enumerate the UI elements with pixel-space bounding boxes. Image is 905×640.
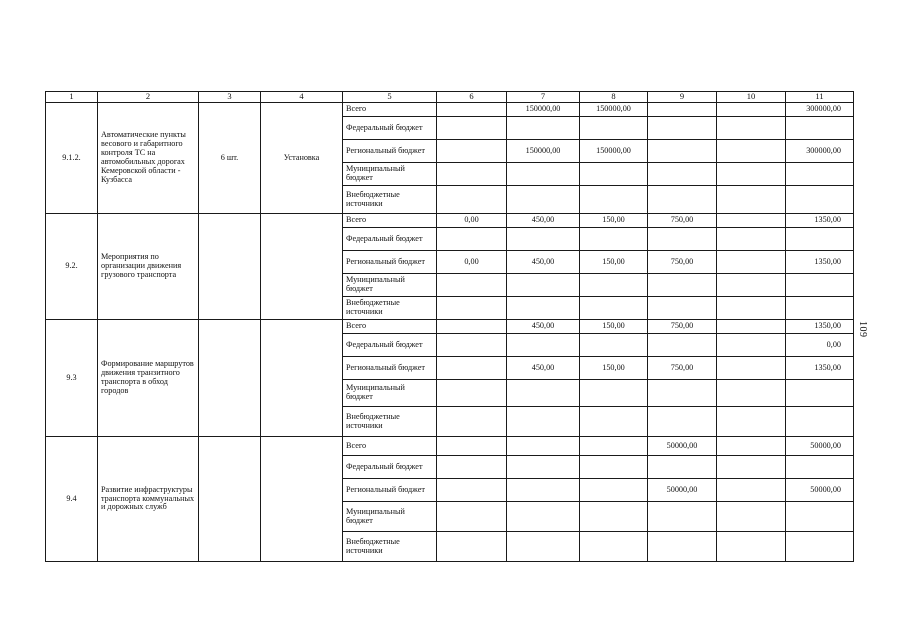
amount-cell-c8 xyxy=(580,437,648,456)
funding-source: Всего xyxy=(343,103,437,117)
amount-cell-c10 xyxy=(717,228,786,251)
amount-cell-c7 xyxy=(507,532,580,562)
amount-cell-c7 xyxy=(507,456,580,479)
amount-cell-c11: 1350,00 xyxy=(786,214,854,228)
column-header: 9 xyxy=(648,92,717,103)
item-code: 9.2. xyxy=(46,214,98,320)
amount-cell-c8 xyxy=(580,479,648,502)
amount-cell-c6 xyxy=(437,186,507,214)
amount-cell-c11 xyxy=(786,297,854,320)
amount-cell-c6 xyxy=(437,103,507,117)
column-header: 8 xyxy=(580,92,648,103)
amount-cell-c10 xyxy=(717,334,786,357)
funding-source: Внебюджетные источники xyxy=(343,407,437,437)
amount-cell-c6 xyxy=(437,380,507,407)
amount-cell-c11 xyxy=(786,456,854,479)
amount-cell-c9 xyxy=(648,186,717,214)
amount-cell-c7: 450,00 xyxy=(507,251,580,274)
item-quantity xyxy=(199,320,261,437)
amount-cell-c8: 150,00 xyxy=(580,214,648,228)
amount-cell-c10 xyxy=(717,456,786,479)
amount-cell-c10 xyxy=(717,103,786,117)
funding-source: Всего xyxy=(343,320,437,334)
amount-cell-c11 xyxy=(786,274,854,297)
amount-cell-c11 xyxy=(786,186,854,214)
amount-cell-c7: 450,00 xyxy=(507,214,580,228)
amount-cell-c8 xyxy=(580,380,648,407)
item-unit xyxy=(261,437,343,562)
table-row xyxy=(46,437,854,456)
amount-cell-c9: 750,00 xyxy=(648,320,717,334)
amount-cell-c11: 1350,00 xyxy=(786,357,854,380)
amount-cell-c9: 750,00 xyxy=(648,251,717,274)
amount-cell-c9: 750,00 xyxy=(648,357,717,380)
amount-cell-c9 xyxy=(648,117,717,140)
amount-cell-c11 xyxy=(786,502,854,532)
funding-source: Всего xyxy=(343,437,437,456)
column-header: 1 xyxy=(46,92,98,103)
amount-cell-c6 xyxy=(437,297,507,320)
budget-table xyxy=(45,91,854,562)
item-name: Развитие инфраструктуры транспорта коммунальных и дорожных служб xyxy=(98,437,199,562)
amount-cell-c11 xyxy=(786,117,854,140)
amount-cell-c10 xyxy=(717,214,786,228)
funding-source: Федеральный бюджет xyxy=(343,456,437,479)
amount-cell-c6: 0,00 xyxy=(437,251,507,274)
amount-cell-c9 xyxy=(648,532,717,562)
amount-cell-c6 xyxy=(437,228,507,251)
amount-cell-c7: 150000,00 xyxy=(507,140,580,163)
amount-cell-c9 xyxy=(648,380,717,407)
amount-cell-c8 xyxy=(580,274,648,297)
amount-cell-c10 xyxy=(717,479,786,502)
amount-cell-c7 xyxy=(507,437,580,456)
funding-source: Региональный бюджет xyxy=(343,251,437,274)
amount-cell-c6 xyxy=(437,456,507,479)
amount-cell-c9 xyxy=(648,502,717,532)
item-quantity xyxy=(199,214,261,320)
amount-cell-c7 xyxy=(507,502,580,532)
amount-cell-c7 xyxy=(507,479,580,502)
amount-cell-c10 xyxy=(717,117,786,140)
amount-cell-c11: 300000,00 xyxy=(786,140,854,163)
amount-cell-c6 xyxy=(437,437,507,456)
item-name: Мероприятия по организации движения грузового транспорта xyxy=(98,214,199,320)
amount-cell-c11: 50000,00 xyxy=(786,437,854,456)
amount-cell-c6 xyxy=(437,274,507,297)
funding-source: Федеральный бюджет xyxy=(343,334,437,357)
amount-cell-c6 xyxy=(437,140,507,163)
funding-source: Федеральный бюджет xyxy=(343,117,437,140)
amount-cell-c9 xyxy=(648,297,717,320)
amount-cell-c8: 150000,00 xyxy=(580,140,648,163)
amount-cell-c8 xyxy=(580,407,648,437)
amount-cell-c8: 150000,00 xyxy=(580,103,648,117)
funding-source: Региональный бюджет xyxy=(343,140,437,163)
amount-cell-c8: 150,00 xyxy=(580,320,648,334)
amount-cell-c11: 0,00 xyxy=(786,334,854,357)
amount-cell-c7 xyxy=(507,274,580,297)
amount-cell-c9 xyxy=(648,228,717,251)
amount-cell-c8: 150,00 xyxy=(580,357,648,380)
column-number-row xyxy=(46,92,854,103)
column-header: 6 xyxy=(437,92,507,103)
amount-cell-c9 xyxy=(648,103,717,117)
amount-cell-c7 xyxy=(507,228,580,251)
amount-cell-c11: 1350,00 xyxy=(786,251,854,274)
item-unit: Установка xyxy=(261,103,343,214)
amount-cell-c7: 450,00 xyxy=(507,357,580,380)
amount-cell-c11: 50000,00 xyxy=(786,479,854,502)
funding-source: Федеральный бюджет xyxy=(343,228,437,251)
amount-cell-c9: 750,00 xyxy=(648,214,717,228)
amount-cell-c10 xyxy=(717,532,786,562)
amount-cell-c10 xyxy=(717,297,786,320)
amount-cell-c10 xyxy=(717,320,786,334)
funding-source: Муниципальный бюджет xyxy=(343,163,437,186)
amount-cell-c7 xyxy=(507,334,580,357)
amount-cell-c8 xyxy=(580,117,648,140)
amount-cell-c8 xyxy=(580,228,648,251)
amount-cell-c7 xyxy=(507,186,580,214)
column-header: 3 xyxy=(199,92,261,103)
item-quantity xyxy=(199,437,261,562)
amount-cell-c10 xyxy=(717,357,786,380)
amount-cell-c6 xyxy=(437,407,507,437)
column-header: 10 xyxy=(717,92,786,103)
amount-cell-c7 xyxy=(507,297,580,320)
amount-cell-c9 xyxy=(648,407,717,437)
amount-cell-c11: 300000,00 xyxy=(786,103,854,117)
amount-cell-c10 xyxy=(717,163,786,186)
amount-cell-c7 xyxy=(507,163,580,186)
funding-source: Внебюджетные источники xyxy=(343,532,437,562)
column-header: 2 xyxy=(98,92,199,103)
funding-source: Муниципальный бюджет xyxy=(343,380,437,407)
column-header: 7 xyxy=(507,92,580,103)
amount-cell-c7 xyxy=(507,407,580,437)
amount-cell-c10 xyxy=(717,502,786,532)
item-unit xyxy=(261,214,343,320)
amount-cell-c11 xyxy=(786,380,854,407)
amount-cell-c11: 1350,00 xyxy=(786,320,854,334)
amount-cell-c10 xyxy=(717,251,786,274)
funding-source: Муниципальный бюджет xyxy=(343,274,437,297)
item-unit xyxy=(261,320,343,437)
page-number: 109 xyxy=(857,321,868,338)
item-code: 9.3 xyxy=(46,320,98,437)
funding-source: Всего xyxy=(343,214,437,228)
amount-cell-c11 xyxy=(786,407,854,437)
funding-source: Внебюджетные источники xyxy=(343,297,437,320)
amount-cell-c6 xyxy=(437,163,507,186)
amount-cell-c8 xyxy=(580,532,648,562)
amount-cell-c8 xyxy=(580,334,648,357)
column-header: 4 xyxy=(261,92,343,103)
amount-cell-c6 xyxy=(437,357,507,380)
amount-cell-c6 xyxy=(437,320,507,334)
item-quantity: 6 шт. xyxy=(199,103,261,214)
item-code: 9.1.2. xyxy=(46,103,98,214)
amount-cell-c9 xyxy=(648,274,717,297)
amount-cell-c11 xyxy=(786,532,854,562)
amount-cell-c7 xyxy=(507,117,580,140)
item-name: Автоматические пункты весового и габаритного контроля ТС на автомобильных дорогах Кемеровской области - Кузбасса xyxy=(98,103,199,214)
table-row xyxy=(46,214,854,228)
item-code: 9.4 xyxy=(46,437,98,562)
amount-cell-c9 xyxy=(648,163,717,186)
amount-cell-c7: 150000,00 xyxy=(507,103,580,117)
funding-source: Внебюджетные источники xyxy=(343,186,437,214)
amount-cell-c8: 150,00 xyxy=(580,251,648,274)
amount-cell-c8 xyxy=(580,502,648,532)
amount-cell-c8 xyxy=(580,163,648,186)
funding-source: Муниципальный бюджет xyxy=(343,502,437,532)
amount-cell-c10 xyxy=(717,186,786,214)
amount-cell-c6 xyxy=(437,334,507,357)
amount-cell-c6 xyxy=(437,117,507,140)
amount-cell-c6 xyxy=(437,502,507,532)
funding-source: Региональный бюджет xyxy=(343,357,437,380)
funding-source: Региональный бюджет xyxy=(343,479,437,502)
amount-cell-c9 xyxy=(648,140,717,163)
amount-cell-c10 xyxy=(717,140,786,163)
amount-cell-c10 xyxy=(717,274,786,297)
amount-cell-c11 xyxy=(786,228,854,251)
amount-cell-c6 xyxy=(437,532,507,562)
amount-cell-c11 xyxy=(786,163,854,186)
amount-cell-c10 xyxy=(717,380,786,407)
amount-cell-c10 xyxy=(717,437,786,456)
amount-cell-c9 xyxy=(648,334,717,357)
amount-cell-c10 xyxy=(717,407,786,437)
amount-cell-c8 xyxy=(580,297,648,320)
column-header: 11 xyxy=(786,92,854,103)
amount-cell-c9: 50000,00 xyxy=(648,479,717,502)
amount-cell-c9: 50000,00 xyxy=(648,437,717,456)
column-header: 5 xyxy=(343,92,437,103)
amount-cell-c6: 0,00 xyxy=(437,214,507,228)
amount-cell-c8 xyxy=(580,456,648,479)
amount-cell-c7: 450,00 xyxy=(507,320,580,334)
amount-cell-c6 xyxy=(437,479,507,502)
amount-cell-c8 xyxy=(580,186,648,214)
amount-cell-c9 xyxy=(648,456,717,479)
budget-table-container xyxy=(45,91,853,562)
table-row xyxy=(46,320,854,334)
amount-cell-c7 xyxy=(507,380,580,407)
item-name: Формирование маршрутов движения транзитного транспорта в обход городов xyxy=(98,320,199,437)
table-row xyxy=(46,103,854,117)
